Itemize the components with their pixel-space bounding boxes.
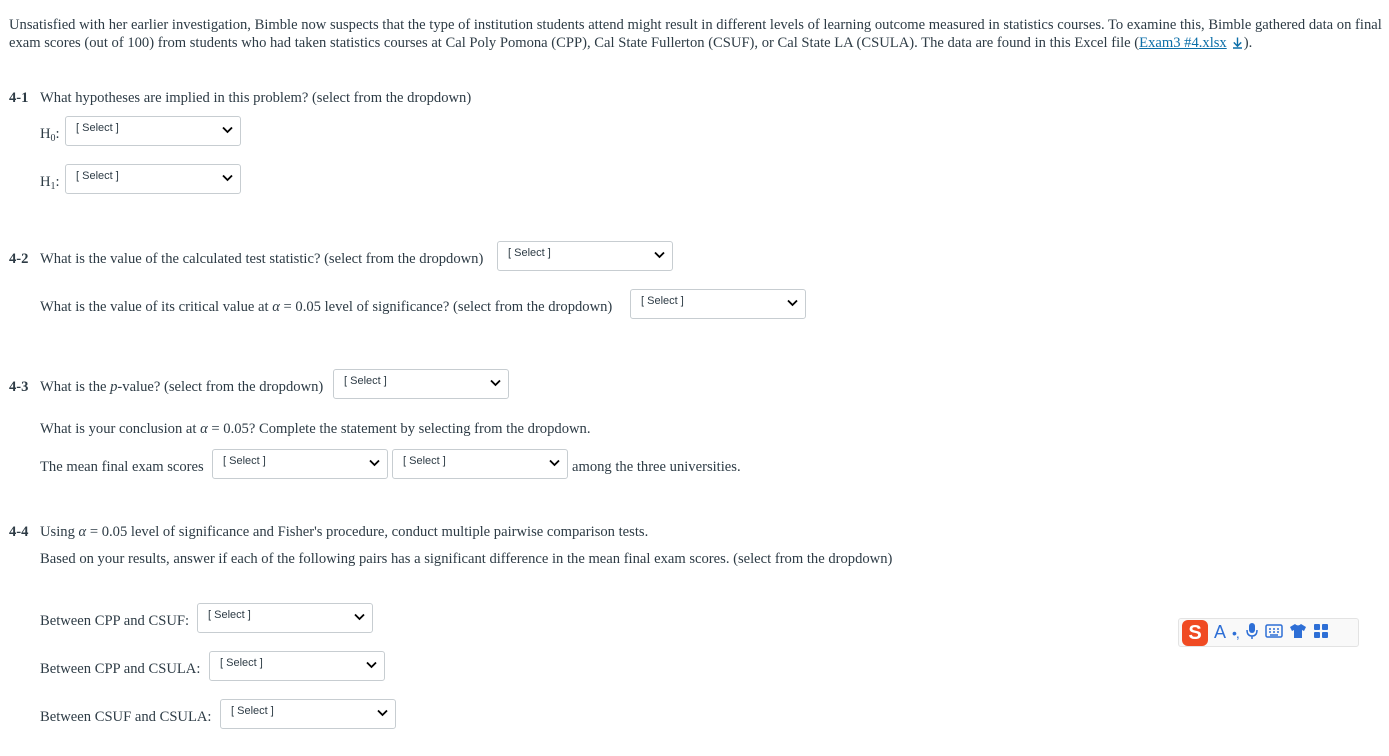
chevron-down-icon: [366, 661, 377, 669]
critical-value-select[interactable]: [ Select ]: [630, 289, 806, 319]
shirt-icon[interactable]: [1289, 623, 1307, 643]
pair-cpp-csula-label: Between CPP and CSULA:: [40, 661, 201, 677]
chevron-down-icon: [654, 251, 665, 259]
chevron-down-icon: [222, 174, 233, 182]
conclusion-question: What is your conclusion at α = 0.05? Complete the statement by selecting from the dropdown.: [40, 421, 591, 437]
h0-label: $H_0$:: [40, 126, 60, 144]
question-4-3: 4-3 What is the p-value? (select from the dropdown): [9, 379, 324, 395]
chevron-down-icon: [369, 459, 380, 467]
ime-mode-toggle[interactable]: A: [1214, 622, 1227, 642]
pair-csuf-csula-select[interactable]: [ Select ]: [220, 699, 396, 729]
statement-end: among the three universities.: [572, 459, 741, 475]
intro-closing: ).: [1243, 34, 1253, 51]
question-number: 4-1: [9, 90, 29, 106]
question-number: 4-4: [9, 524, 29, 540]
keyboard-icon[interactable]: [1265, 624, 1283, 642]
chevron-down-icon: [354, 613, 365, 621]
ime-toolbar[interactable]: [1178, 618, 1359, 647]
chevron-down-icon: [549, 459, 560, 467]
pair-cpp-csuf-label: Between CPP and CSUF:: [40, 613, 190, 629]
ime-punctuation-toggle[interactable]: •,: [1232, 624, 1239, 641]
h1-select[interactable]: [ Select ]: [65, 164, 241, 194]
critical-value-question: What is the value of its critical value at α = 0.05 level of significance? (select from the dropdown): [40, 299, 613, 315]
question-4-2: [9, 250, 483, 268]
chevron-down-icon: [222, 126, 233, 134]
intro-text: Unsatisfied with her earlier investigation, Bimble now suspects that the type of institution students attend might result in different levels of learning outcome measured in statistics courses. To examine this, Bimble gathered data on final exam scores (out of 100) from students who had taken statistics courses at Cal Poly Pomona (CPP), Cal State Fullerton (CSUF), or Cal State LA (CSULA). The data are found in this Excel file (: [9, 17, 1382, 51]
ime-logo[interactable]: S: [1182, 620, 1208, 646]
h1-label: $H_1$:: [40, 174, 60, 192]
microphone-icon[interactable]: [1245, 622, 1259, 644]
question-4-4: 4-4 Using α = 0.05 level of significance and Fisher's procedure, conduct multiple pairwise comparison tests.: [9, 524, 649, 540]
question-text: What hypotheses are implied in this problem? (select from the dropdown): [40, 90, 472, 106]
h0-select[interactable]: [ Select ]: [65, 116, 241, 146]
excel-file-link[interactable]: Exam3 #4.xlsx: [1139, 34, 1227, 51]
chevron-down-icon: [490, 379, 501, 387]
download-icon[interactable]: [1231, 36, 1244, 55]
question-text: What is the value of the calculated test statistic? (select from the dropdown): [40, 251, 484, 267]
question-number: 4-2: [9, 251, 29, 267]
pair-cpp-csula-select[interactable]: [ Select ]: [209, 651, 385, 681]
conclusion-select-2[interactable]: [ Select ]: [392, 449, 568, 479]
p-value-select[interactable]: [ Select ]: [333, 369, 509, 399]
question-4-4-instructions: Based on your results, answer if each of the following pairs has a significant difference in the mean final exam scores. (select from the dropdown): [40, 551, 893, 567]
problem-intro: [9, 17, 1384, 54]
question-4-1: [9, 89, 471, 107]
conclusion-select-1[interactable]: [ Select ]: [212, 449, 388, 479]
statement-start: The mean final exam scores: [40, 459, 204, 475]
pair-csuf-csula-label: Between CSUF and CSULA:: [40, 709, 212, 725]
grid-icon[interactable]: [1313, 623, 1329, 643]
chevron-down-icon: [787, 299, 798, 307]
pair-cpp-csuf-select[interactable]: [ Select ]: [197, 603, 373, 633]
test-statistic-select[interactable]: [ Select ]: [497, 241, 673, 271]
question-number: 4-3: [9, 379, 29, 395]
chevron-down-icon: [377, 709, 388, 717]
